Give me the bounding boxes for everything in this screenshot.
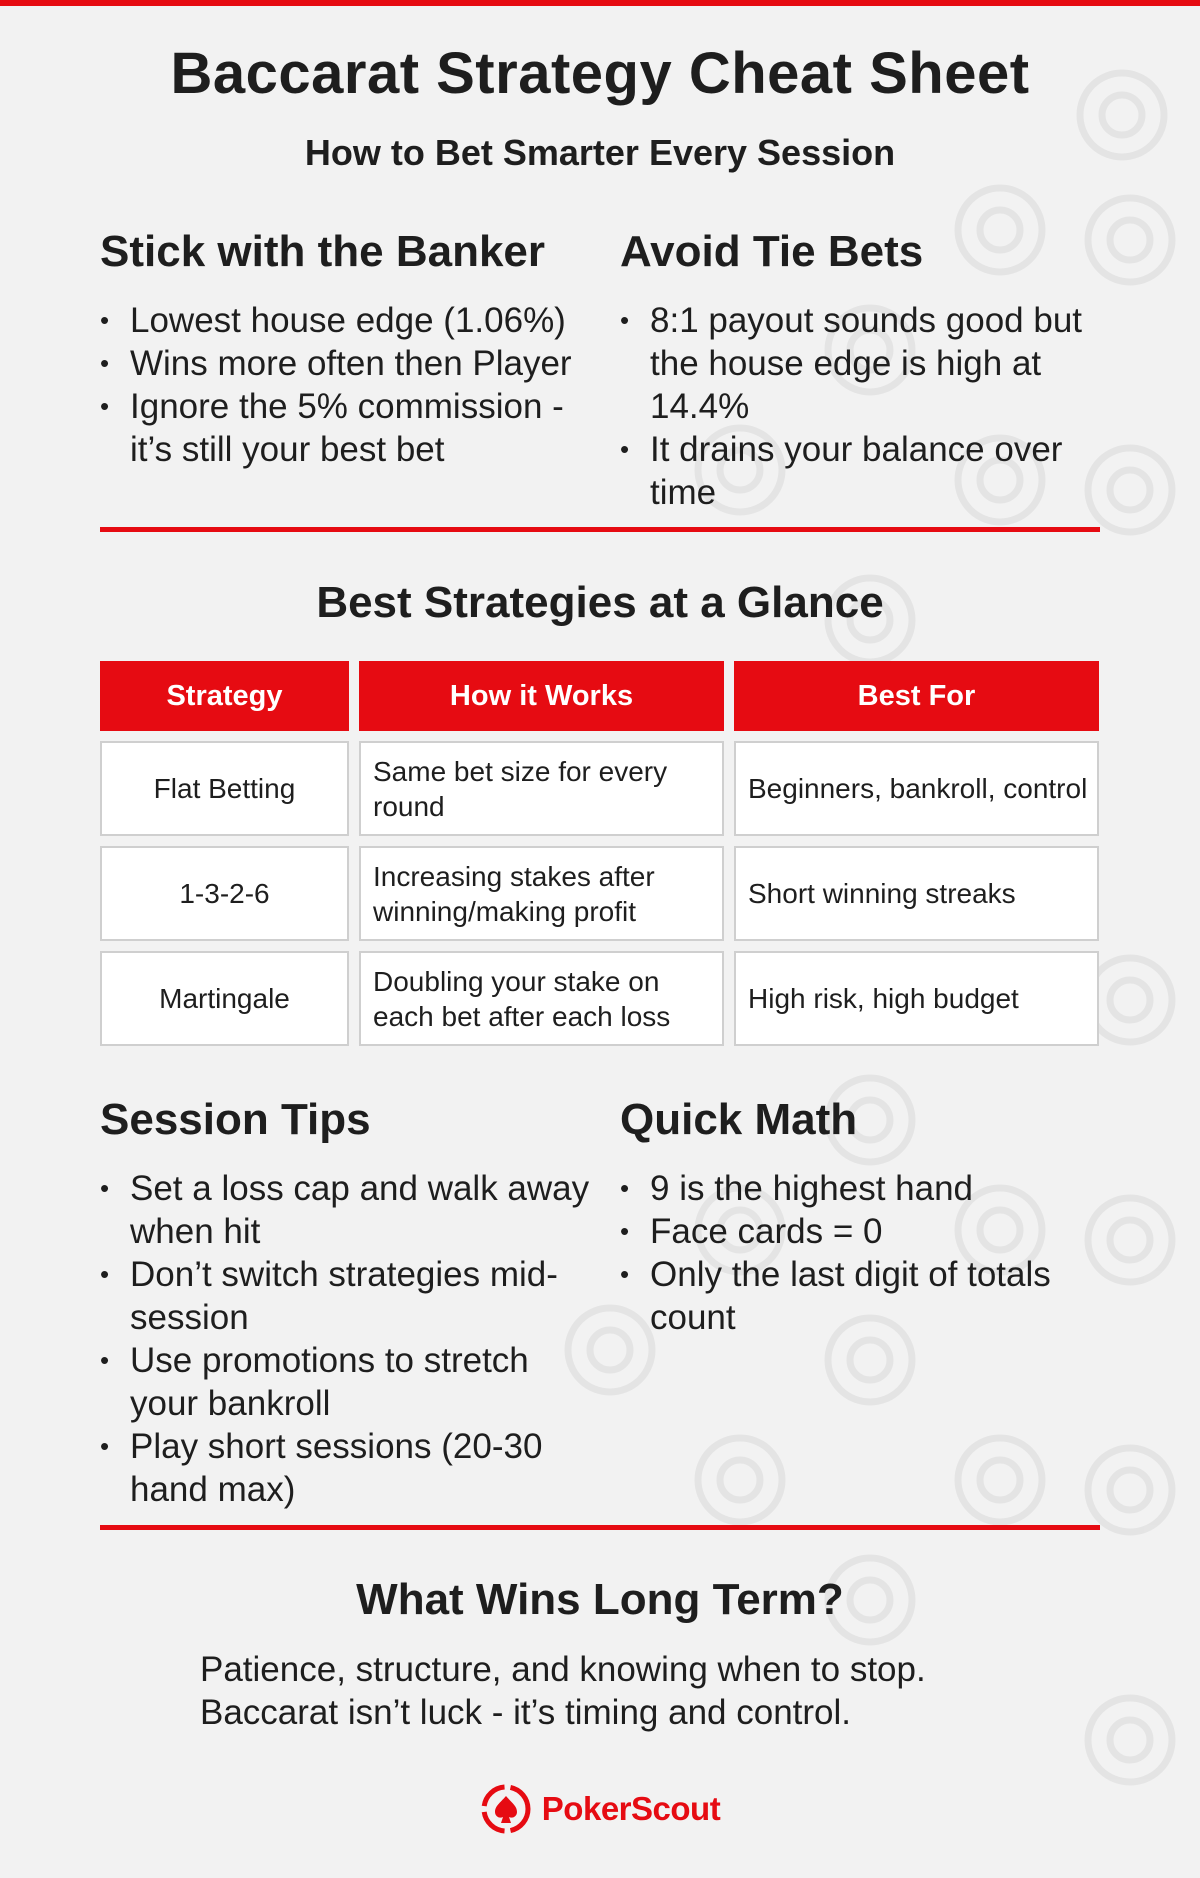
bullet-icon: • xyxy=(100,305,110,335)
bullet-icon: • xyxy=(100,1259,110,1289)
brand-name: PokerScout xyxy=(541,1790,721,1827)
bullet-icon: • xyxy=(620,1259,630,1289)
banker-list xyxy=(100,299,590,471)
tie-section xyxy=(620,227,1110,514)
session-tips-list xyxy=(100,1167,590,1511)
list-item: • Lowest house edge (1.06%) xyxy=(100,301,566,340)
bullet-icon: • xyxy=(100,391,110,421)
bullet-icon: • xyxy=(620,1173,630,1203)
session-tips-heading: Session Tips xyxy=(100,1095,371,1144)
bullet-icon: • xyxy=(620,1216,630,1246)
table-cell-how: Doubling your stake on each bet after each loss xyxy=(359,951,724,1046)
column-header-strategy: Strategy xyxy=(100,661,349,731)
section-divider xyxy=(100,527,1100,532)
table-cell-how: Increasing stakes after winning/making profit xyxy=(359,846,724,941)
pokerscout-logo-icon xyxy=(480,1783,532,1835)
table-cell-strategy: 1-3-2-6 xyxy=(100,846,349,941)
brand-logo[interactable] xyxy=(0,1783,1200,1835)
table-cell-best-for: Short winning streaks xyxy=(734,846,1099,941)
quick-math-list xyxy=(620,1167,1110,1339)
bullet-icon: • xyxy=(100,1431,110,1461)
list-item: • Only the last digit of totals count xyxy=(620,1255,1051,1337)
list-item: • 8:1 payout sounds good but the house edge is high at 14.4% xyxy=(620,301,1083,426)
banker-heading: Stick with the Banker xyxy=(100,227,546,276)
list-item: • Ignore the 5% commission - it’s still your best bet xyxy=(100,387,564,469)
quick-math-heading: Quick Math xyxy=(620,1095,858,1144)
table-row xyxy=(100,951,1099,1046)
table-row xyxy=(100,846,1099,941)
list-item: • Set a loss cap and walk away when hit xyxy=(100,1169,590,1251)
list-item: • Use promotions to stretch your bankroll xyxy=(100,1341,529,1423)
list-item: • Wins more often then Player xyxy=(100,344,572,383)
section-divider xyxy=(100,1525,1100,1530)
closing-heading: What Wins Long Term? xyxy=(356,1575,844,1624)
table-cell-strategy: Martingale xyxy=(100,951,349,1046)
table-cell-best-for: High risk, high budget xyxy=(734,951,1099,1046)
page-title: Baccarat Strategy Cheat Sheet xyxy=(170,41,1030,106)
list-item: • Face cards = 0 xyxy=(620,1212,883,1251)
closing-line: Patience, structure, and knowing when to stop. xyxy=(200,1650,926,1689)
table-row xyxy=(100,741,1099,836)
closing-text xyxy=(200,1648,1100,1734)
session-tips-section xyxy=(100,1095,590,1511)
banker-section xyxy=(100,227,590,471)
closing-line: Baccarat isn’t luck - it’s timing and control. xyxy=(200,1693,852,1732)
column-header-how-it-works: How it Works xyxy=(359,661,724,731)
table-cell-how: Same bet size for every round xyxy=(359,741,724,836)
list-item: • It drains your balance over time xyxy=(620,430,1063,512)
bullet-icon: • xyxy=(620,434,630,464)
list-item: • Play short sessions (20-30 hand max) xyxy=(100,1427,543,1509)
strategies-table xyxy=(100,661,1099,1056)
page-subtitle: How to Bet Smarter Every Session xyxy=(304,132,896,173)
list-item: • 9 is the highest hand xyxy=(620,1169,974,1208)
tie-list xyxy=(620,299,1110,514)
list-item: • Don’t switch strategies mid-session xyxy=(100,1255,558,1337)
bullet-icon: • xyxy=(100,1173,110,1203)
table-cell-strategy: Flat Betting xyxy=(100,741,349,836)
table-header-row xyxy=(100,661,1099,731)
tie-heading: Avoid Tie Bets xyxy=(620,227,924,276)
column-header-best-for: Best For xyxy=(734,661,1099,731)
quick-math-section xyxy=(620,1095,1110,1339)
bullet-icon: • xyxy=(100,348,110,378)
table-cell-best-for: Beginners, bankroll, control xyxy=(734,741,1099,836)
bullet-icon: • xyxy=(100,1345,110,1375)
strategies-heading: Best Strategies at a Glance xyxy=(316,578,884,627)
bullet-icon: • xyxy=(620,305,630,335)
